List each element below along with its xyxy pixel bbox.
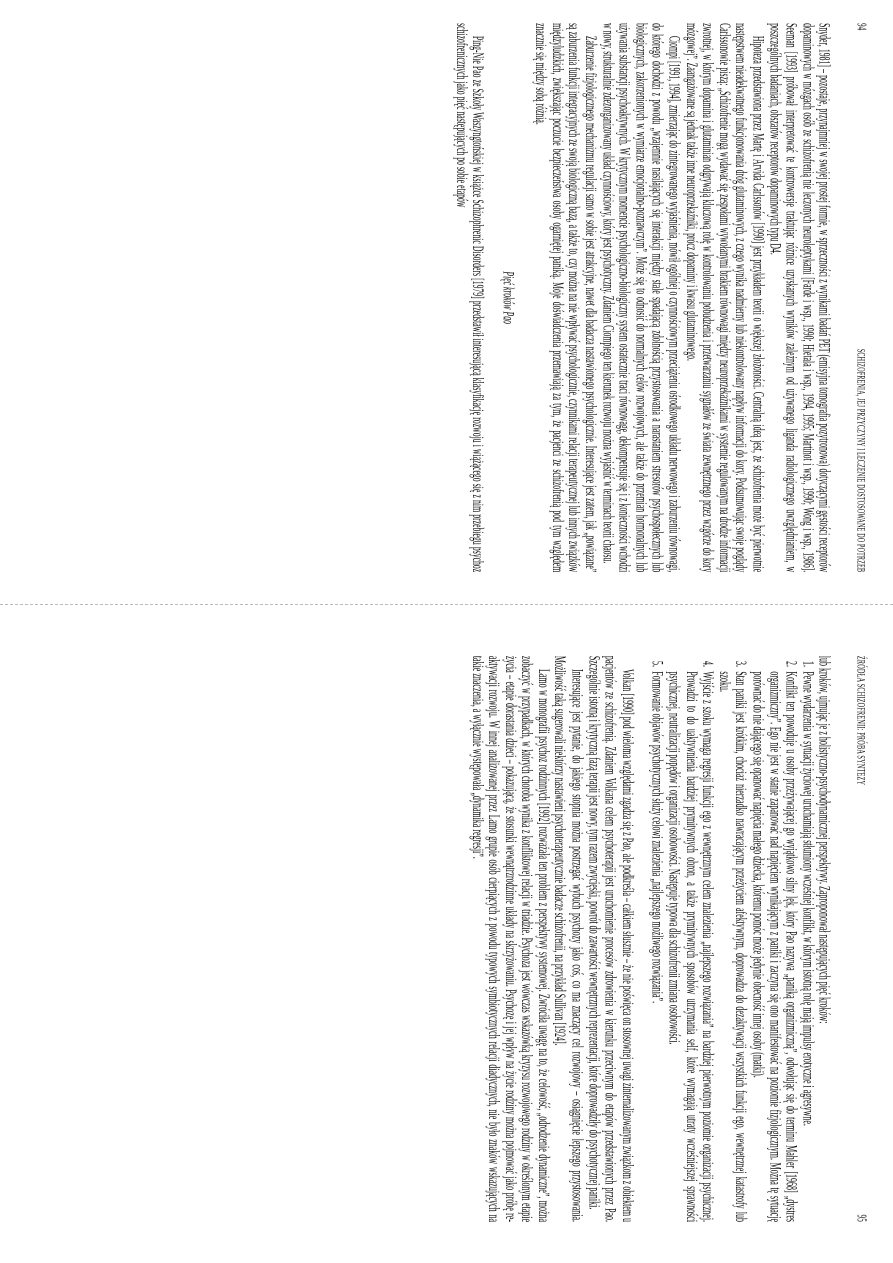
paragraph: Zaburzenie fizjologicznego mechanizmu regulacji samo w sobie jest atrakcyjne, nawet dla badacza nastawionego psychologicznie. Interesujące jest zatem, jak „powiązane” są zaburzenia funkcji integracyjnych ze swoją biologiczną bazą, a także to, czy można na nie wpływać psychologicznie, czynnikami relacji terapeutycznej lub innych związków międzyludzkich, zwiększając poczucie bezpieczeństwa osoby ogarniętej paniką. Moje doświadczenia przemawiają za tym, że pacjenci ze schizofrenią pod tym względem znacznie się między sobą różnią. [532,23,600,573]
paragraph: lub kroków, ujmując je z holistyczno-psychodynamicznej perspektywy. Zaproponował następujących pięć kroków: [816,655,834,1024]
paragraph: Snyder, 1981] – pozostaje, przynajmniej w swojej prostej formie, w sprzeczności z wynikami badań PET (emisyjna tomografia pozytronowa) dotyczącymi gęstości receptorów dopaminowych w mózgach osób ze schizofrenią nie leczonych neuroleptykami [Farde i wsp., 1990; Hietala i wsp., 1994, 1995; Martinot i wsp., 1990; Wong i wsp., 1986]. Seeman [1993] próbował interpretować te kontrowersje traktując różnice uzyskanych wyników zależnym od używanego liganda radiologicznego uwzględnianiem, w poszczególnych badaniach, obszarów receptorów dopaminowych typu D4. [766,23,834,573]
running-head [851,656,870,1222]
running-head [851,23,870,572]
steps-list [649,656,816,1222]
book-page-95 [46,632,893,1246]
book-page-94 [46,0,893,595]
paragraph: Lamo w monografii psychoz rodzinnych [1992] rozważała ten problem z perspektywy systemowej. Zwróciła uwagę na to, że celowość, „odrodzenie dynamiczne”, można zobaczyć w przypadkach, w których choroba wynika z konfliktowej relacji w triadzie. Psychoza jest wówczas wskazówką kryzysu rozwojowego rodziny w określonym etapie życia – etapie dorastania dzieci – pokazującą, że stosunki wewnątrzrodzinne układy na skrzyżowaniu. Psychozę i jej wpływ na życie rodziny można pojmować jako próbę re-aktywacji rozwoju. W innej analizowanej przez Lamo grupie osób cierpiących z powodu typowych symbiotycznych relacji diadycznych, nie było znaków wskazujących na takie znaczenia, a wyłącznie występowała „dynamika regresji”. [468,655,553,1223]
paragraph: Ping-Nie Pao ze Szkoły Waszyngtońskiej w książce Schizophrenic Disorders [1979] przedstawił interesującą klasyfikację rozwoju i wiążącego się z nim przebiegu psychoz schizofrenicznych jako pięć następujących po sobie etapów [452,23,487,573]
running-head-title: ŹRÓDŁA SCHIZOFRENII: PRÓBA SYNTEZY [854,655,867,786]
section-title: Pięć kroków Pao [499,271,518,324]
paragraph: Hipoteza przedstawiona przez Martę i Arvida Carlssonów [1990] jest przykładem teorii o większej złożoności. Centralną ideą jest, że schizofrenia może być pierwotnie następstwem nieadekwatnego funkcjonowania dróg glutaminowych, z czego wynika nadmierny lub niekontrolowany napływ informacji do kory. Podsumowując swoje poglądy Carlssonowie piszą: „Schizofrenie mogą wydawać się zespołami wywołanymi brakiem równowagi między neuroprzekaźnikami w systemie regulowanym na drodze informacji zwrotnej, w którym dopamina i glutaminian odgrywają kluczową rolę w kontrolowaniu pobudzenia i przetwarzaniu sygnałów ze świata zewnętrznego przez wzgórze do kory mózgowej”. Zaangażowane są jednak także inne neuroprzekaźniki, prócz dopaminy i kwasu glutaminowego. [683,23,768,573]
page-number: 95 [854,1214,871,1223]
page-number: 94 [854,23,871,31]
paragraph: Volkan [1990] pod wieloma względami zgadza się z Pao, ale podkreśla – całkiem słusznie – że nie poświęca on stosownej uwagi zinternalizowanym związkom z obiektem u pacjentów ze schizofrenią. Zdaniem Volkana celem psychoterapii jest uruchomienie procesów zdrowienia w kierunku przeciwnym do etapów przedstawionych przez Pao. Szczególnie istotną i krytyczną fazą terapii jest nowy, tym razem zwycięski, powrót do zawartości wewnętrznych reprezentacji, które doprowadziły do psychotycznej paniki. [585,655,637,1223]
running-head-title: SCHIZOFRENIA, JEJ PRZYCZYNY I LECZENIE DOSTOSOWANE DO POTRZEB [854,348,867,573]
list-item: 4. Wyjście z szoku wymaga regresji funkcji ego z wewnętrznym celem znalezienia „najlepszego rozwiązania” na bardziej pierwotnym poziomie organizacji psychicznej. Prowadzi to do uaktywnienia bardziej prymitywnych obron, a także prymitywnych sposobów utrzymania self, które wymagają utraty wcześniejszej sprawności psychicznej, neutralizacji popędów i organizacji osobowości. Następuje typowa dla schizofrenii zmiana osobowości. [666,669,716,1222]
paragraph: Ciompi [1991, 1994], zmierzając do zintegrowanego wyjaśnienia, mówił ogólniej o czynnościowym przeciążeniu ośrodkowego układu nerwowego i zaburzeniu równowagi, do którego dochodzi z powodu „wzajemnie nasilających się interakcji między stale spadającą zdolnością przystosowania a narastaniem stresorów psychospołecznych lub biologicznych, zakorzenionych w wymiarze emocjonalno-poznawczym”. Może się to odnosić do normalnych celów rozwojowych, ale także do przemian hormonalnych lub używania substancji psychoaktywnych. W krytycznym momencie psychologiczno-biologiczny system ostatecznie traci równowagę, dekompensuje się i z konieczności wchodzi w nowy, strukturalnie zdezorganizowany układ czynnościowy, który jest psychotyczny. Zdaniem Ciompiego ten kierunek rozwoju można wyjaśnić w terminach teorii chaosu. [599,23,684,573]
page-divider [0,604,893,605]
list-item: 2. Konflikt ten powoduje u osoby przeżywającej go wyjątkowo silny lęk, który Pao nazywa „paniką organizmiczną”, odwołując się do terminu Mahler [1968] „dystres organizmiczny”. Ego nie jest w stanie zapanować nad napięciem wynikającym z paniki i zaczyna się ono manifestować na poziomie fizjologicznym. Można tę sytuację porównać do nie dającego się opanować napięcia małego dziecka, któremu pomóc może jedynie obecność innej osoby (matki). [749,669,799,1222]
list-item: 5. Formowanie objawów psychotycznych służy celowi znalezienia „najlepszego możliwego rozwiązania”. [649,669,666,1222]
paragraph: Interesujące jest pytanie, do jakiego stopnia można postrzegać wybuch psychozy jako coś, co ma znaczący cel rozwojowy – osiągnięcie lepszego przystosowania. Możliwość taką sugerowali niektórzy nastawieni psychoterapeutycznie badacze schizofrenii, na przykład Sullivan [1924]. [552,655,587,1223]
list-item: 3. Stan paniki jest krótkim, chociaż nierzadko nawracającym przeżyciem afektywnym, doprowadza do dezaktywacji wszystkich funkcji ego, wewnętrznej katastrofy lub szoku. [716,669,749,1222]
list-item: 1. Pewne wydarzenia w sytuacji życiowej uruchamiają stłumiony wcześniej konflikt, w którym istotną rolę mają impulsy erotyczne i agresywne. [799,669,816,1222]
